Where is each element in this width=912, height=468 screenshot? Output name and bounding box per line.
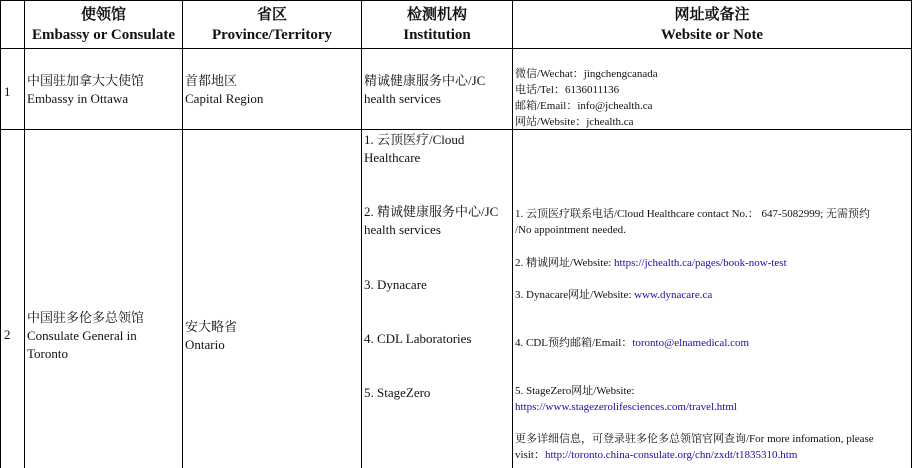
institution-name: health services (364, 91, 441, 106)
note-line: 更多详细信息，可登录驻多伦多总领馆官网查询/For more infomation, please (515, 433, 874, 445)
note-label: visit： (515, 449, 545, 461)
province-cell (185, 72, 360, 108)
note-cell (515, 66, 910, 130)
header-embassy (25, 5, 182, 45)
header-institution-zh: 检测机构 (406, 7, 467, 23)
institution-item (364, 131, 511, 167)
consulate-name-en: Consulate General in (27, 328, 137, 343)
divider (24, 0, 25, 468)
note-label: 5. StageZero网址/Website: (515, 385, 635, 397)
note-item (515, 335, 910, 351)
divider (0, 48, 912, 49)
consulate-name-zh: 中国驻多伦多总领馆 (27, 310, 145, 325)
divider (182, 0, 183, 468)
institution-item: 4. CDL Laboratories (364, 331, 472, 346)
institution-name: 1. 云顶医疗/Cloud (364, 132, 465, 147)
header-website-zh: 网址或备注 (674, 7, 750, 23)
note-line: 邮箱/Email：info@jchealth.ca (515, 100, 653, 112)
website-link[interactable]: https://jchealth.ca/pages/book-now-test (614, 257, 787, 269)
divider (0, 0, 912, 1)
institution-name: 2. 精诚健康服务中心/JC (364, 204, 499, 219)
consulate-name-en: Toronto (27, 346, 68, 361)
note-label: 2. 精诚网址/Website: (515, 257, 615, 269)
header-province-zh: 省区 (256, 7, 287, 23)
header-institution-en: Institution (403, 27, 471, 43)
note-label: 4. CDL预约邮箱/Email： (515, 337, 633, 349)
header-province-en: Province/Territory (212, 27, 332, 43)
header-institution (362, 5, 512, 45)
divider (512, 0, 513, 468)
institution-item: 3. Dynacare (364, 277, 427, 292)
note-line: 网站/Website：jchealth.ca (515, 116, 634, 128)
website-link[interactable]: http://toronto.china-consulate.org/chn/zxdt/t1835310.htm (544, 449, 798, 461)
note-item (515, 206, 910, 238)
embassy-name-en: Embassy in Ottawa (27, 91, 129, 106)
email-link[interactable]: toronto@elnamedical.com (632, 337, 750, 349)
divider (0, 0, 1, 468)
note-line: 1. 云顶医疗联系电话/Cloud Healthcare contact No.： 647-5082999; 无需预约 (515, 208, 871, 220)
institution-name: 精诚健康服务中心/JC (364, 73, 486, 88)
website-link[interactable]: https://www.stagezerolifesciences.com/travel.html (515, 401, 737, 413)
header-website-en: Website or Note (660, 27, 764, 43)
row-number: 2 (4, 327, 11, 342)
note-item (515, 431, 910, 463)
province-name-zh: 首都地区 (185, 73, 238, 88)
consulate-cell (27, 309, 182, 363)
note-line: /No appointment needed. (515, 224, 626, 236)
province-name-en: Capital Region (185, 91, 264, 106)
note-label: 3. Dynacare网址/Website: (515, 289, 635, 301)
embassy-cell (27, 72, 182, 108)
website-link[interactable]: www.dynacare.ca (634, 289, 713, 301)
province-name-zh: 安大略省 (185, 319, 238, 334)
institution-name: Healthcare (364, 150, 421, 165)
divider (361, 0, 362, 468)
note-item (515, 287, 910, 303)
header-embassy-zh: 使领馆 (80, 7, 126, 23)
row-number: 1 (4, 84, 11, 99)
note-item (515, 255, 910, 271)
note-line: 微信/Wechat：jingchengcanada (515, 68, 658, 80)
header-province (183, 5, 361, 45)
institution-item: 5. StageZero (364, 385, 431, 400)
institution-cell (364, 72, 511, 108)
header-embassy-en: Embassy or Consulate (31, 27, 176, 43)
embassy-name-zh: 中国驻加拿大大使馆 (27, 73, 145, 88)
note-line: 电话/Tel：6136011136 (515, 84, 620, 96)
province-name-en: Ontario (185, 337, 225, 352)
institution-name: health services (364, 222, 441, 237)
province-cell (185, 318, 360, 354)
header-website (513, 5, 911, 45)
institution-item (364, 203, 511, 239)
note-item (515, 383, 910, 415)
